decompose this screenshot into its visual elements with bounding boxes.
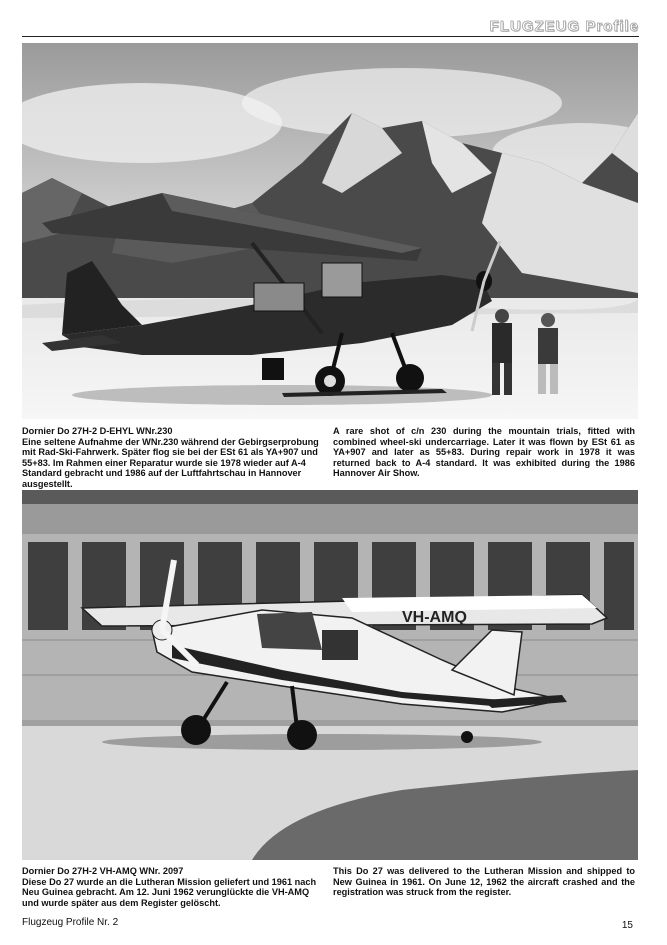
hangar-photo [22, 490, 638, 860]
brand-logo: FLUGZEUG Profile [489, 18, 639, 35]
wing-registration: VH-AMQ [402, 609, 467, 626]
page-number: 15 [621, 920, 633, 931]
caption-text-german-2: Diese Do 27 wurde an die Lutheran Mission geliefert und 1961 nach Neu Guinea gebracht. Am 12. Juni 1962 verunglückte die VH-AMQ und wurde später aus dem Register gelöscht. [22, 876, 317, 908]
caption-german-2 [22, 866, 322, 908]
aircraft-on-snow-photo [22, 43, 638, 419]
aircraft-at-hangar-photo [22, 490, 638, 860]
caption-title-2: Dornier Do 27H-2 VH-AMQ WNr. 2097 [22, 866, 184, 876]
publication-footer: Flugzeug Profile Nr. 2 [22, 917, 119, 928]
caption-text-german-1: Eine seltene Aufnahme der WNr.230 während der Gebirgserprobung mit Rad-Ski-Fahrwerk. Später flog sie bei der ESt 61 als YA+907 und 55+83. Im Rahmen einer Reparatur wurde sie 1978 wieder auf A-4 Standard gebracht und 1986 auf der Luftfahrtschau in Hannover ausgestellt. [22, 436, 319, 489]
caption-title-1: Dornier Do 27H-2 D-EHYL WNr.230 [22, 426, 173, 436]
caption-english-1: A rare shot of c/n 230 during the mountain trials, fitted with combined wheel-ski undercarriage. Later it was flown by ESt 61 as YA+907 and later as 55+83. During repair work in 1978 it was returned back to A-4 standard. It was exhibited during the 1986 Hannover Air Show. [333, 426, 635, 479]
caption-german-1 [22, 426, 322, 490]
caption-english-2: This Do 27 was delivered to the Lutheran Mission and shipped to New Guinea in 1961. On June 12, 1962 the aircraft crashed and the registration was struck from the register. [333, 866, 635, 898]
mountain-photo [22, 43, 638, 419]
header-rule [22, 36, 639, 37]
